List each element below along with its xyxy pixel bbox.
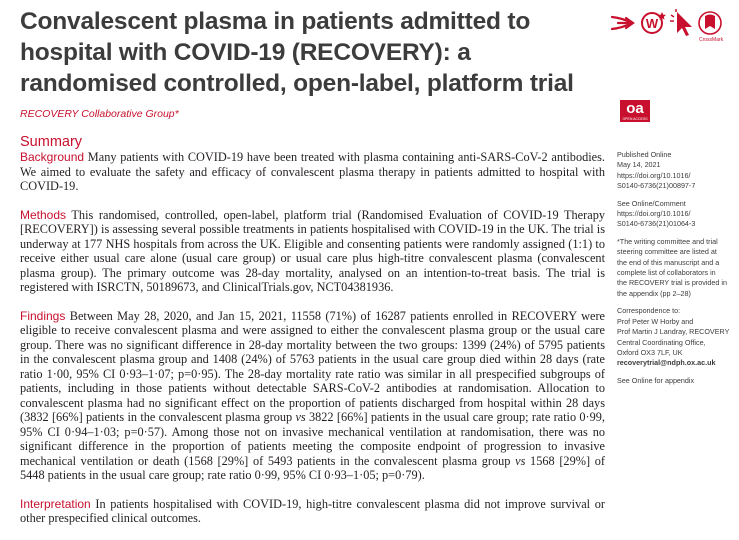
correspondence-label: Correspondence to: (617, 306, 681, 316)
findings-vs-1: vs (295, 410, 306, 424)
correspondence-email[interactable]: recoverytrial@ndph.ox.ac.uk (617, 358, 716, 368)
article-title: Convalescent plasma in patients admitted to hospital with COVID-19 (RECOVERY): a randomised controlled, open-label, platform trial (20, 8, 574, 97)
doi-link-1a[interactable]: https://doi.org/10.1016/ (617, 170, 691, 180)
correspondence-block (617, 306, 733, 368)
abstract-methods (20, 208, 605, 295)
doi-link-2a[interactable]: https://doi.org/10.1016/ (617, 209, 691, 219)
note-line-1: *The writing committee and trial (617, 236, 718, 246)
note-line-3: the end of this manuscript and a (617, 257, 720, 267)
abstract-interpretation (20, 497, 605, 526)
interpretation-label: Interpretation (20, 496, 91, 511)
see-online-comment[interactable]: See Online/Comment (617, 198, 686, 208)
corr-line-2: Prof Martin J Landray, RECOVERY (617, 327, 730, 337)
background-text: Many patients with COVID-19 have been treated with plasma containing anti-SARS-CoV-2 antibodies. We aimed to evaluate the safety and efficacy of convalescent plasma therapy in patients admitted to hospital with COVID-19. (20, 150, 605, 193)
open-access-badge (620, 100, 650, 122)
doi-link-2b[interactable]: S0140-6736(21)01064-3 (617, 219, 696, 229)
appendix-link[interactable]: See Online for appendix (617, 375, 695, 385)
findings-text-b: 3822 [66%] patients in the usual care group; rate ratio 0·99, 95% CI 0·94–1·03; p=0·57). Among those not on invasive mechanical ventilation at randomisation, there was no significant difference in the proportion of patients meeting the composite endpoint of progression to invasive mechanical ventilation or death (1568 [29%] of 5493 patients in the convalescent plasma group (20, 410, 605, 468)
background-label: Background (20, 150, 85, 164)
published-block (617, 150, 733, 192)
note-line-2: steering committee are listed at (617, 247, 717, 257)
interpretation-text: In patients hospitalised with COVID-19, high-titre convalescent plasma did not improve survival or other prespecified clinical outcomes. (20, 496, 605, 525)
comment-block (617, 199, 733, 230)
published-date: May 14, 2021 (617, 160, 661, 170)
published-label: Published Online (617, 150, 672, 159)
abstract (20, 150, 605, 540)
doi-link-1b[interactable]: S0140-6736(21)00897-7 (617, 181, 696, 191)
abstract-background (20, 150, 605, 194)
note-line-6: the appendix (pp 2–28) (617, 288, 691, 298)
w-star-icon[interactable] (642, 12, 666, 33)
methods-text: This randomised, controlled, open-label, platform trial (Randomised Evaluation of COVID-19 Therapy [RECOVERY]) is assessing several possible treatments in patients hospitalised with COVID-19 in the UK. The trial is underway at 177 NHS hospitals from across the UK. Eligible and consenting patients were randomly assigned (1:1) to receive either usual care alone (usual care group) or usual care plus high-titre convalescent plasma (convalescent plasma group). The primary outcome was 28-day mortality, analysed on an intention-to-treat basis. The trial is registered with ISRCTN, 50189673, and ClinicalTrials.gov, NCT04381936. (20, 207, 605, 294)
crossmark-icon[interactable] (699, 12, 721, 34)
corr-line-4: Oxford OX3 7LF, UK (617, 347, 683, 357)
corr-line-1: Prof Peter W Horby and (617, 316, 694, 326)
corr-line-3: Central Coordinating Office, (617, 337, 706, 347)
note-line-5: the RECOVERY trial is provided in (617, 278, 727, 288)
findings-text-a: Between May 28, 2020, and Jan 15, 2021, 11558 (71%) of 16287 patients enrolled in RECOVERY were eligible to receive convalescent plasma and were assigned to either the convalescent plasma group or the usual care group. There was no significant difference in 28-day mortality between the two groups: 1399 (24%) of 5795 patients in the convalescent plasma group and 1408 (24%) of 5763 patients in the usual care group died within 28 days (rate ratio 1·00, 95% CI 0·93–1·07; p=0·95). The 28-day mortality rate ratio was similar in all prespecified subgroups of patients, including in those patients without detectable SARS-CoV-2 antibodies at randomisation. Allocation to convalescent plasma had no significant effect on the proportion of patients discharged from hospital within 28 days (3832 [66%] patients in the convalescent plasma group (20, 308, 606, 424)
lancet-arrow-icon[interactable] (612, 17, 633, 29)
findings-text-c: 1568 [29%] of 5448 patients in the usual care group; rate ratio 0·99, 95% CI 0·93–1·05; p=0·79). (20, 453, 605, 482)
note-line-4: complete list of collaborators in (617, 268, 716, 278)
methods-label: Methods (20, 207, 67, 222)
crossmark-label: CrossMark (699, 37, 724, 43)
abstract-findings (20, 309, 605, 483)
findings-label: Findings (20, 308, 66, 323)
open-access-text: oa (626, 100, 644, 117)
header-icons (610, 9, 735, 39)
authors[interactable]: RECOVERY Collaborative Group* (20, 108, 179, 120)
sidebar (617, 150, 733, 393)
findings-vs-2: vs (515, 453, 526, 468)
open-access-subtext: OPEN ACCESS (622, 117, 648, 121)
svg-text:W: W (645, 16, 659, 31)
cursor-icon[interactable] (670, 9, 692, 36)
summary-heading: Summary (20, 134, 83, 150)
committee-note (617, 237, 733, 299)
